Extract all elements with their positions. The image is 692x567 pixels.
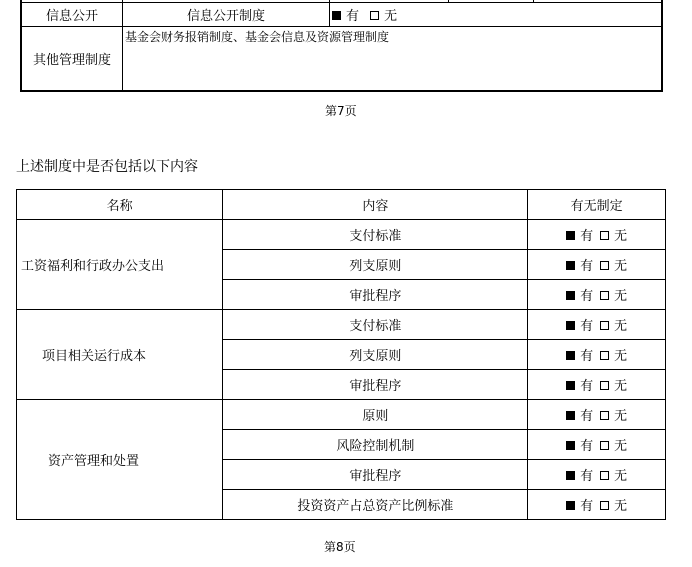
yes-no-checkbox[interactable]: 有 无 bbox=[528, 460, 666, 490]
yes-no-checkbox[interactable]: 有 无 bbox=[528, 400, 666, 430]
yes-no-checkbox[interactable]: 有 无 bbox=[528, 310, 666, 340]
yes-no-checkbox[interactable]: 有 无 bbox=[528, 430, 666, 460]
unchecked-box-icon[interactable] bbox=[600, 501, 609, 510]
unchecked-box-icon[interactable] bbox=[600, 471, 609, 480]
item-content: 支付标准 bbox=[223, 220, 528, 250]
unchecked-box-icon[interactable] bbox=[600, 261, 609, 270]
table-row bbox=[17, 400, 666, 430]
header-name: 名称 bbox=[17, 190, 223, 220]
checked-box-icon[interactable] bbox=[566, 411, 575, 420]
checked-box-icon[interactable] bbox=[566, 351, 575, 360]
unchecked-box-icon[interactable] bbox=[600, 231, 609, 240]
checked-box-icon[interactable] bbox=[566, 471, 575, 480]
checked-box-icon[interactable] bbox=[566, 261, 575, 270]
row-name: 其他管理制度 bbox=[21, 27, 123, 92]
header-status: 有无制定 bbox=[528, 190, 666, 220]
unchecked-box-icon[interactable] bbox=[370, 11, 379, 20]
unchecked-box-icon[interactable] bbox=[600, 411, 609, 420]
checked-box-icon[interactable] bbox=[566, 441, 575, 450]
group-name: 资产管理和处置 bbox=[17, 400, 223, 520]
unchecked-box-icon[interactable] bbox=[600, 321, 609, 330]
unchecked-box-icon[interactable] bbox=[600, 351, 609, 360]
table-row bbox=[21, 27, 662, 92]
item-content: 原则 bbox=[223, 400, 528, 430]
item-content: 风险控制机制 bbox=[223, 430, 528, 460]
row-content: 信息公开制度 bbox=[123, 3, 330, 27]
yes-no-checkbox[interactable]: 有 无 bbox=[528, 340, 666, 370]
row-content: 基金会财务报销制度、基金会信息及资源管理制度 bbox=[123, 27, 663, 92]
table-header-row bbox=[17, 190, 666, 220]
yes-no-checkbox[interactable]: 有 无 bbox=[528, 220, 666, 250]
unchecked-box-icon[interactable] bbox=[600, 441, 609, 450]
row-name: 信息公开 bbox=[21, 3, 123, 27]
checked-box-icon[interactable] bbox=[566, 321, 575, 330]
unchecked-box-icon[interactable] bbox=[600, 291, 609, 300]
item-content: 支付标准 bbox=[223, 310, 528, 340]
yes-no-checkbox[interactable]: 有 无 bbox=[330, 3, 663, 27]
item-content: 列支原则 bbox=[223, 250, 528, 280]
table-row bbox=[17, 220, 666, 250]
page-number: 第8页 bbox=[324, 540, 356, 554]
group-name: 项目相关运行成本 bbox=[17, 310, 223, 400]
unchecked-box-icon[interactable] bbox=[600, 381, 609, 390]
checked-box-icon[interactable] bbox=[566, 381, 575, 390]
item-content: 审批程序 bbox=[223, 280, 528, 310]
checked-box-icon[interactable] bbox=[332, 11, 341, 20]
page-number: 第7页 bbox=[325, 104, 357, 118]
table-row bbox=[17, 310, 666, 340]
header-content: 内容 bbox=[223, 190, 528, 220]
item-content: 列支原则 bbox=[223, 340, 528, 370]
yes-no-checkbox[interactable]: 有 无 bbox=[528, 250, 666, 280]
checked-box-icon[interactable] bbox=[566, 231, 575, 240]
item-content: 投资资产占总资产比例标准 bbox=[223, 490, 528, 520]
info-disclosure-table bbox=[20, 0, 663, 92]
checked-box-icon[interactable] bbox=[566, 501, 575, 510]
table-row bbox=[21, 3, 662, 27]
group-name: 工资福利和行政办公支出 bbox=[17, 220, 223, 310]
yes-no-checkbox[interactable]: 有 无 bbox=[528, 370, 666, 400]
checked-box-icon[interactable] bbox=[566, 291, 575, 300]
item-content: 审批程序 bbox=[223, 460, 528, 490]
section-intro: 上述制度中是否包括以下内容 bbox=[16, 159, 198, 175]
yes-no-checkbox[interactable]: 有 无 bbox=[528, 490, 666, 520]
expense-policy-table bbox=[16, 189, 666, 520]
item-content: 审批程序 bbox=[223, 370, 528, 400]
yes-no-checkbox[interactable]: 有 无 bbox=[528, 280, 666, 310]
